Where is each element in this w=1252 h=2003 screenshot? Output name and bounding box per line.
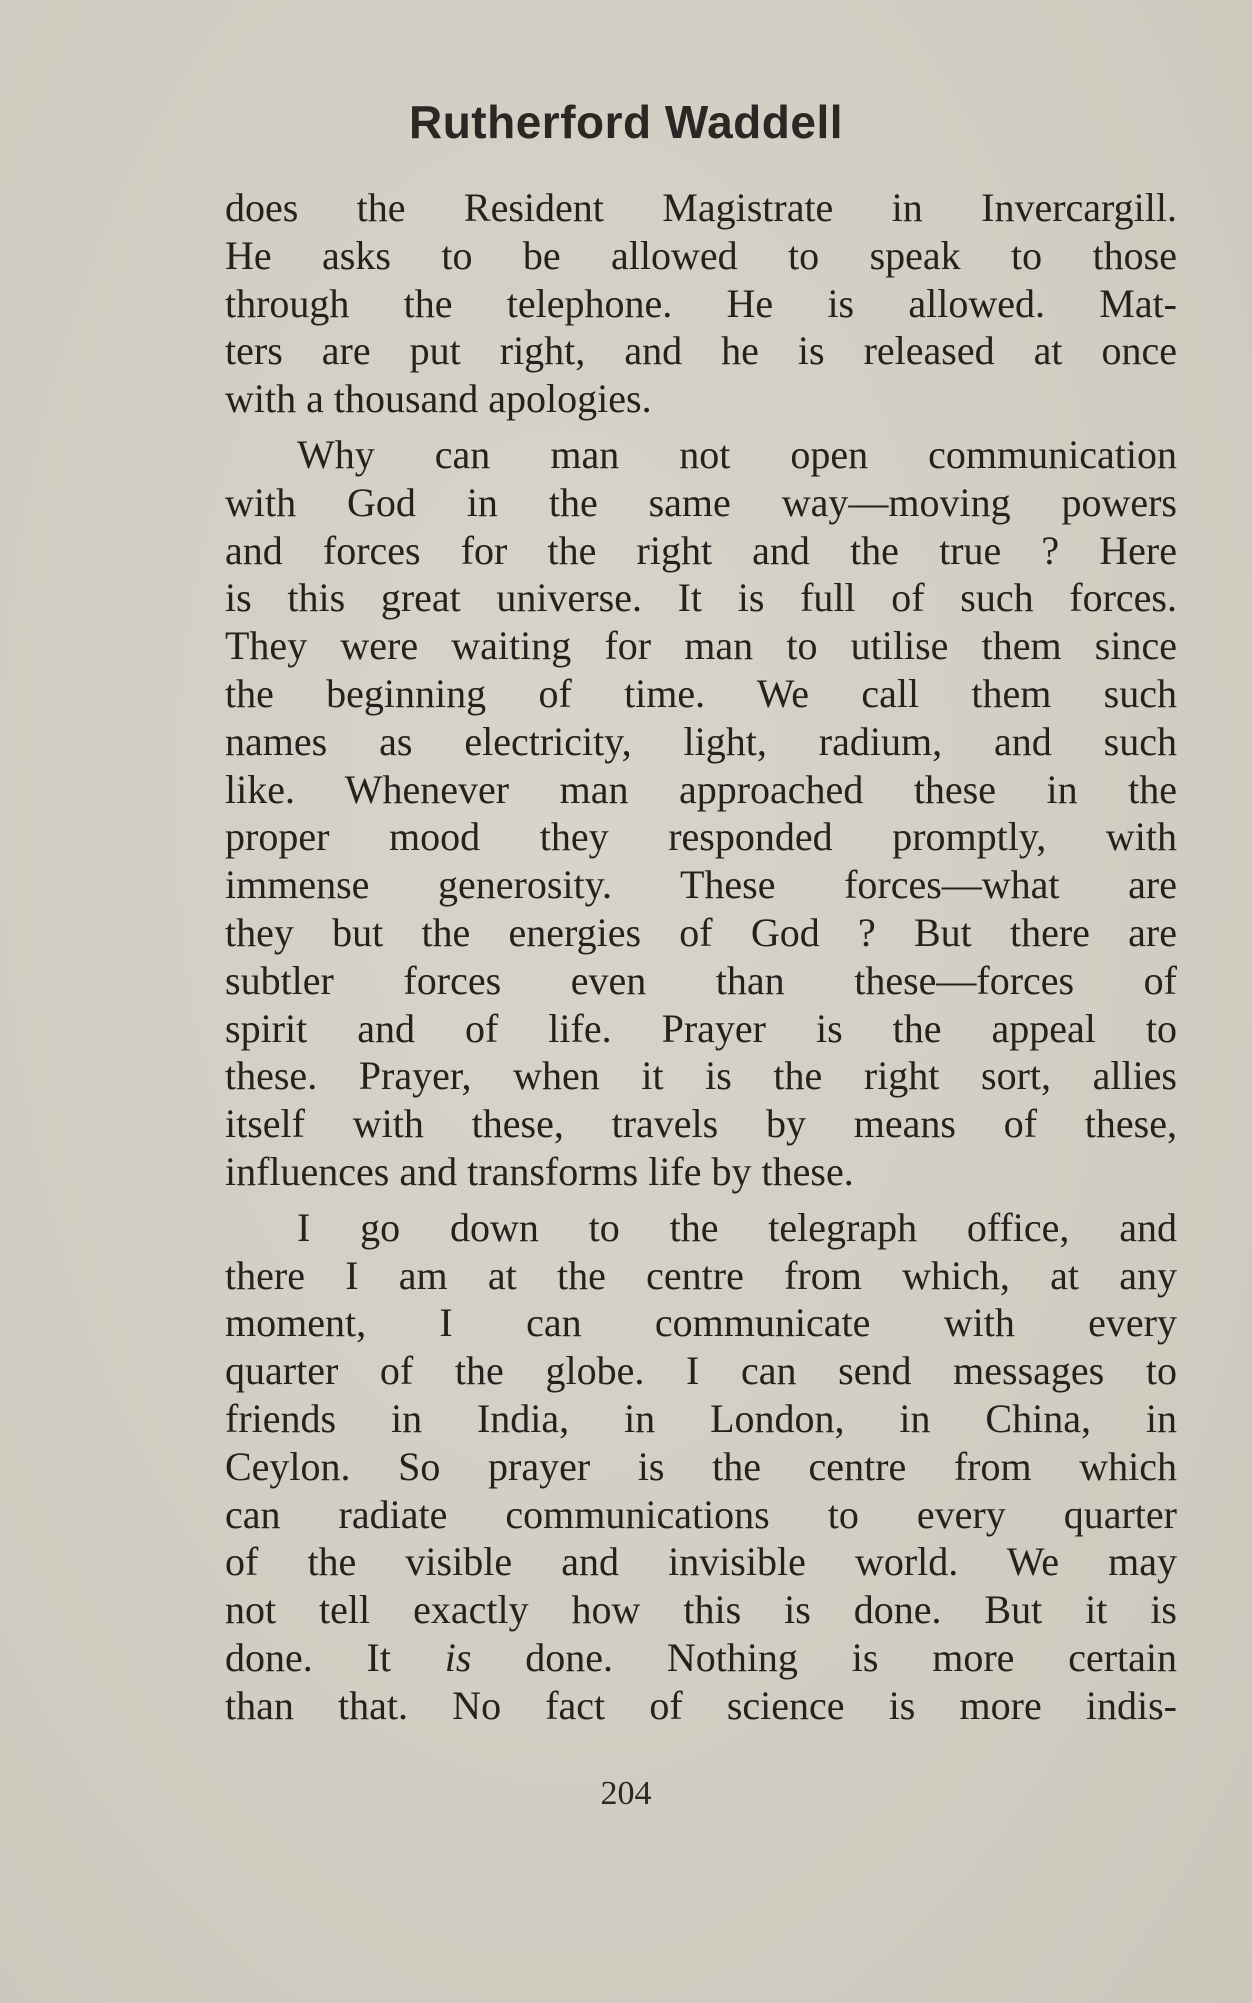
text-line: than that. No fact of science is more indis-: [225, 1682, 1177, 1728]
text-line: moment, I can communicate with every: [225, 1300, 1177, 1346]
text-line: quarter of the globe. I can send messages to: [225, 1348, 1177, 1394]
text-line: influences and transforms life by these.: [225, 1148, 854, 1194]
text-line: not tell exactly how this is done. But it is: [225, 1587, 1177, 1633]
text-line: ters are put right, and he is released at once: [225, 328, 1177, 374]
text-line: He asks to be allowed to speak to those: [225, 232, 1177, 278]
text-line: spirit and of life. Prayer is the appeal to: [225, 1005, 1177, 1051]
text-run: done. Nothing is more certain: [471, 1634, 1177, 1680]
paragraph-2: [225, 431, 1177, 1196]
body-text: [225, 184, 1177, 1730]
text-line: names as electricity, light, radium, and such: [225, 718, 1177, 764]
paragraph-1: [225, 184, 1177, 423]
text-line: with a thousand apologies.: [225, 376, 652, 422]
page-number: 204: [600, 1775, 652, 1812]
text-run: done. It: [225, 1634, 445, 1680]
text-line: proper mood they responded promptly, with: [225, 814, 1177, 860]
text-line: and forces for the right and the true ? Here: [225, 527, 1177, 573]
text-line: I go down to the telegraph office, and: [297, 1204, 1177, 1250]
text-line: is this great universe. It is full of such forces.: [225, 575, 1177, 621]
text-line-emphasis: [225, 1634, 1177, 1682]
paragraph-3: [225, 1204, 1177, 1730]
text-line: can radiate communications to every quarter: [225, 1491, 1177, 1537]
text-line: they but the energies of God ? But there are: [225, 909, 1177, 955]
text-line: They were waiting for man to utilise them since: [225, 623, 1177, 669]
text-line: with God in the same way—moving powers: [225, 479, 1177, 525]
text-line: the beginning of time. We call them such: [225, 670, 1177, 716]
text-line: of the visible and invisible world. We may: [225, 1539, 1177, 1585]
text-line: does the Resident Magistrate in Invercargill.: [225, 185, 1177, 230]
text-line: immense generosity. These forces—what are: [225, 862, 1177, 908]
running-title: Rutherford Waddell: [408, 96, 844, 148]
text-line: itself with these, travels by means of these,: [225, 1101, 1177, 1147]
text-line: Why can man not open communication: [297, 431, 1177, 477]
text-line: these. Prayer, when it is the right sort, allies: [225, 1053, 1177, 1099]
text-line: there I am at the centre from which, at any: [225, 1252, 1177, 1298]
text-line: friends in India, in London, in China, in: [225, 1395, 1177, 1441]
text-line: subtler forces even than these—forces of: [225, 957, 1177, 1003]
italic-word: is: [444, 1634, 472, 1680]
text-line: through the telephone. He is allowed. Mat-: [225, 280, 1177, 326]
text-line: Ceylon. So prayer is the centre from which: [225, 1443, 1177, 1489]
text-line: like. Whenever man approached these in the: [225, 766, 1177, 812]
